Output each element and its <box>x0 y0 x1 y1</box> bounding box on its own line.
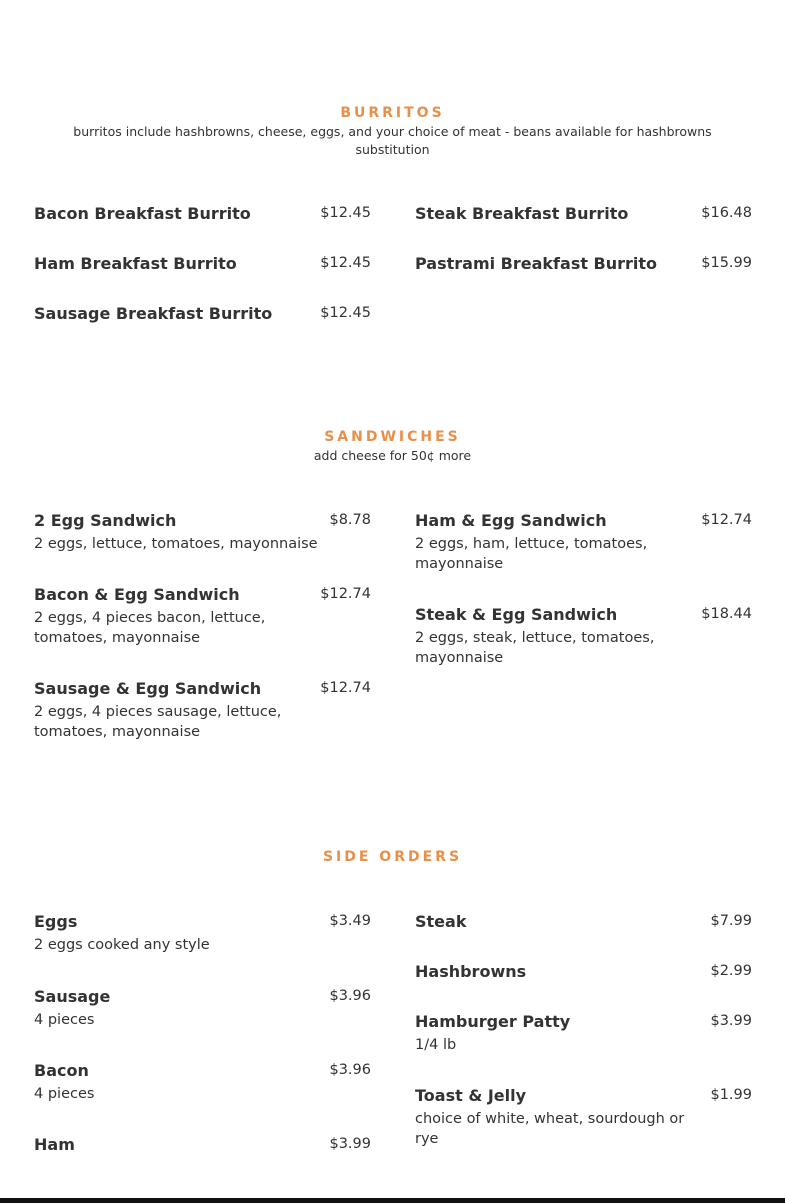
item-name: Ham <box>34 1135 75 1154</box>
menu-item <box>415 605 752 668</box>
item-name: Eggs <box>34 912 78 931</box>
menu-item <box>415 912 752 934</box>
item-price: $12.74 <box>701 512 752 528</box>
menu-item <box>415 511 752 574</box>
item-price: $3.96 <box>329 988 371 1004</box>
item-price: $3.49 <box>329 913 371 929</box>
item-price: $12.45 <box>320 305 371 321</box>
bottom-rule <box>0 1198 785 1203</box>
menu-item <box>415 962 752 984</box>
item-price: $16.48 <box>701 205 752 221</box>
menu-item <box>34 511 371 555</box>
item-name: Ham Breakfast Burrito <box>34 254 237 273</box>
menu-item <box>34 204 371 226</box>
item-name: Toast & Jelly <box>415 1086 527 1105</box>
menu-item <box>415 254 752 276</box>
item-description: 2 eggs cooked any style <box>34 937 210 953</box>
item-description: choice of white, wheat, sourdough or rye <box>415 1111 685 1147</box>
item-price: $15.99 <box>701 255 752 271</box>
item-price: $3.99 <box>710 1013 752 1029</box>
menu-item <box>34 254 371 276</box>
section-title: SANDWICHES <box>324 429 461 445</box>
menu-item <box>415 1086 752 1149</box>
item-name: Steak <box>415 912 467 931</box>
item-description: 2 eggs, ham, lettuce, tomatoes, mayonnaise <box>415 536 648 572</box>
menu-item <box>415 204 752 226</box>
item-name: 2 Egg Sandwich <box>34 511 177 530</box>
burritos-header <box>0 105 785 159</box>
section-title: SIDE ORDERS <box>322 849 463 865</box>
item-description: 2 eggs, lettuce, tomatoes, mayonnaise <box>34 536 318 552</box>
menu-item <box>34 1061 371 1105</box>
item-price: $1.99 <box>710 1087 752 1103</box>
item-name: Sausage Breakfast Burrito <box>34 304 273 323</box>
menu-item <box>34 1135 371 1157</box>
item-name: Steak Breakfast Burrito <box>415 204 629 223</box>
item-name: Pastrami Breakfast Burrito <box>415 254 658 273</box>
item-description: 2 eggs, 4 pieces sausage, lettuce, tomatoes, mayonnaise <box>34 704 282 740</box>
item-price: $7.99 <box>710 913 752 929</box>
menu-item <box>34 679 371 742</box>
menu-item <box>34 304 371 326</box>
item-description: 2 eggs, steak, lettuce, tomatoes, mayonnaise <box>415 630 655 666</box>
item-name: Bacon <box>34 1061 89 1080</box>
section-title: BURRITOS <box>340 105 445 121</box>
item-price: $12.74 <box>320 586 371 602</box>
item-price: $12.45 <box>320 255 371 271</box>
item-name: Hamburger Patty <box>415 1012 571 1031</box>
item-price: $2.99 <box>710 963 752 979</box>
menu-item <box>34 585 371 648</box>
item-description: 2 eggs, 4 pieces bacon, lettuce, tomatoes, mayonnaise <box>34 610 266 646</box>
menu-item <box>34 987 371 1031</box>
item-name: Bacon & Egg Sandwich <box>34 585 240 604</box>
section-subtitle: burritos include hashbrowns, cheese, eggs, and your choice of meat - beans available for hashbrowns substitution <box>73 124 712 157</box>
item-name: Ham & Egg Sandwich <box>415 511 607 530</box>
side-orders-header <box>0 849 785 865</box>
section-subtitle: add cheese for 50¢ more <box>313 448 472 463</box>
item-price: $12.74 <box>320 680 371 696</box>
item-description: 1/4 lb <box>415 1037 457 1053</box>
menu-item <box>415 1012 752 1056</box>
item-price: $12.45 <box>320 205 371 221</box>
item-name: Sausage & Egg Sandwich <box>34 679 262 698</box>
item-price: $3.99 <box>329 1136 371 1152</box>
item-name: Sausage <box>34 987 111 1006</box>
menu-item <box>34 912 371 956</box>
item-description: 4 pieces <box>34 1012 95 1028</box>
item-price: $8.78 <box>329 512 371 528</box>
sandwiches-header <box>0 429 785 465</box>
item-description: 4 pieces <box>34 1086 95 1102</box>
item-price: $18.44 <box>701 606 752 622</box>
item-price: $3.96 <box>329 1062 371 1078</box>
item-name: Hashbrowns <box>415 962 527 981</box>
item-name: Bacon Breakfast Burrito <box>34 204 251 223</box>
item-name: Steak & Egg Sandwich <box>415 605 618 624</box>
